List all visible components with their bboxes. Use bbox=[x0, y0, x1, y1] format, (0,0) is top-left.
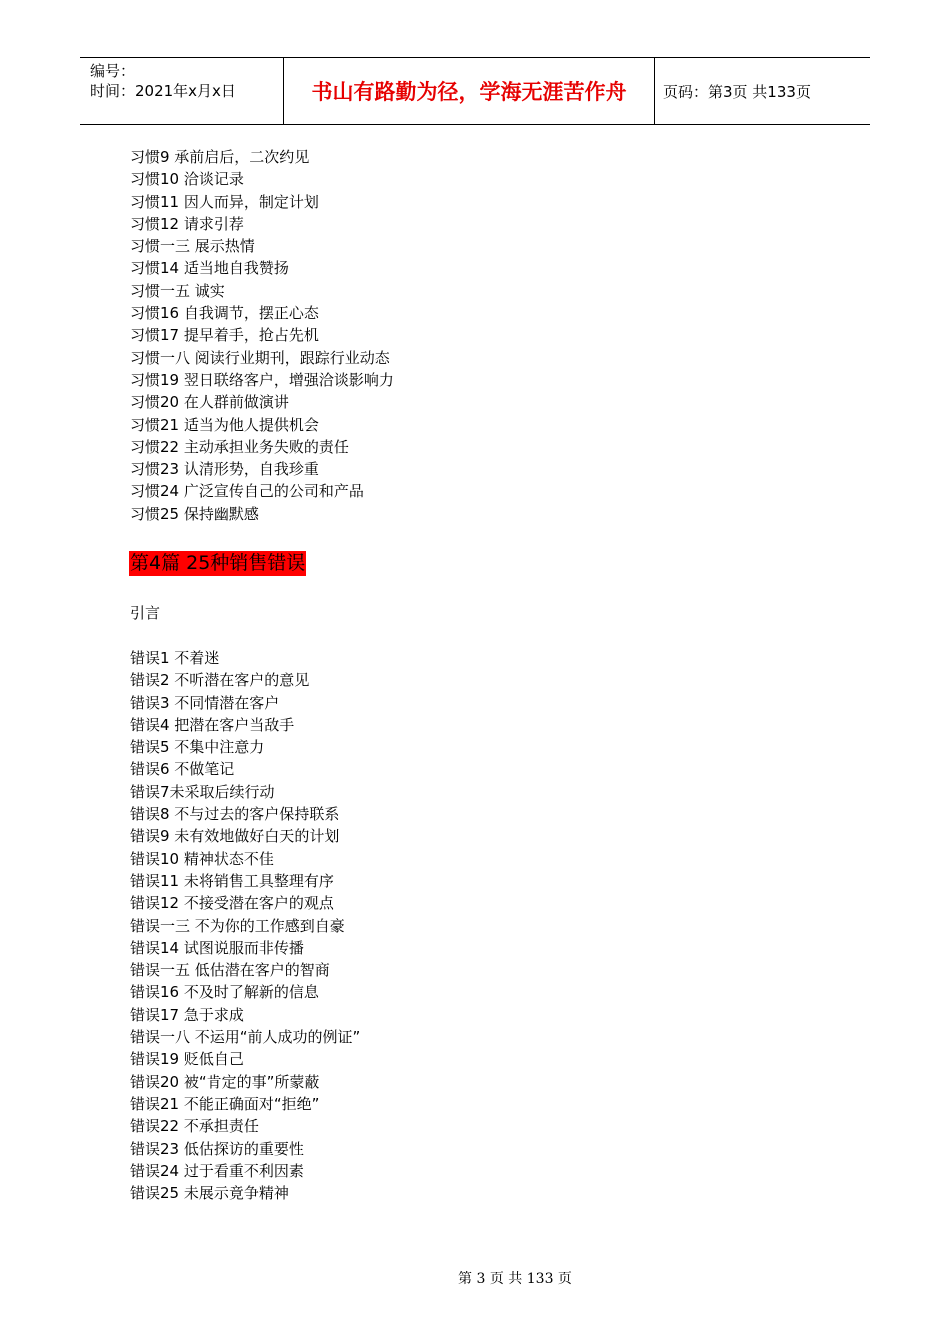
mistake-item: 错误14 试图说服而非传播 bbox=[130, 938, 304, 957]
mistake-item: 错误一三 不为你的工作感到自豪 bbox=[130, 916, 345, 935]
mistake-item: 错误16 不及时了解新的信息 bbox=[130, 983, 319, 1002]
habit-item: 习惯一八 阅读行业期刊，跟踪行业动态 bbox=[130, 348, 390, 367]
habit-item: 习惯23 认清形势，自我珍重 bbox=[130, 460, 319, 479]
section-title: 第4篇 25种销售错误 bbox=[130, 552, 306, 574]
header-meta bbox=[80, 58, 283, 124]
habit-item: 习惯17 提早着手，抢占先机 bbox=[130, 326, 319, 345]
page-info: 页码：第3页 共133页 bbox=[663, 82, 811, 101]
mistake-item: 错误1 不着迷 bbox=[130, 649, 220, 667]
habit-item: 习惯22 主动承担业务失败的责任 bbox=[130, 437, 349, 456]
habit-item: 习惯19 翌日联络客户，增强洽谈影响力 bbox=[130, 370, 394, 389]
mistake-item: 错误20 被“肯定的事”所蒙蔽 bbox=[130, 1072, 320, 1091]
mistake-item: 错误19 贬低自己 bbox=[130, 1050, 244, 1069]
mistake-item: 错误11 未将销售工具整理有序 bbox=[130, 871, 334, 890]
habit-item: 习惯20 在人群前做演讲 bbox=[130, 393, 289, 412]
page-footer: 第 3 页 共 133 页 bbox=[458, 1271, 572, 1287]
mistake-item: 错误22 不承担责任 bbox=[130, 1117, 259, 1136]
motto: 书山有路勤为径，学海无涯苦作舟 bbox=[311, 79, 627, 104]
mistake-item: 错误9 未有效地做好白天的计划 bbox=[130, 827, 340, 846]
mistake-item: 错误6 不做笔记 bbox=[130, 760, 235, 779]
mistake-item: 错误23 低估探访的重要性 bbox=[130, 1139, 304, 1158]
mistake-item: 错误一八 不运用“前人成功的例证” bbox=[130, 1028, 361, 1047]
habit-item: 习惯11 因人而异，制定计划 bbox=[130, 192, 319, 211]
mistake-item: 错误24 过于看重不利因素 bbox=[130, 1161, 304, 1180]
date-label: 时间：2021年x月x日 bbox=[90, 82, 236, 100]
mistake-item: 错误一五 低估潜在客户的智商 bbox=[130, 961, 330, 980]
mistake-item: 错误8 不与过去的客户保持联系 bbox=[130, 805, 340, 824]
mistake-item: 错误10 精神状态不佳 bbox=[130, 849, 274, 868]
page-header bbox=[80, 57, 870, 125]
mistake-item: 错误5 不集中注意力 bbox=[130, 738, 265, 757]
habit-item: 习惯25 保持幽默感 bbox=[130, 504, 259, 523]
header-page-info bbox=[655, 58, 870, 124]
mistake-list bbox=[130, 647, 360, 1204]
mistake-item: 错误17 急于求成 bbox=[130, 1005, 244, 1024]
mistake-item: 错误25 未展示竟争精神 bbox=[130, 1184, 289, 1203]
habit-item: 习惯16 自我调节，摆正心态 bbox=[130, 304, 319, 323]
habit-item: 习惯10 洽谈记录 bbox=[130, 170, 244, 189]
habit-item: 习惯一三 展示热情 bbox=[130, 237, 255, 256]
intro-heading: 引言 bbox=[130, 604, 161, 622]
mistake-item: 错误4 把潜在客户当敌手 bbox=[130, 715, 295, 734]
habit-item: 习惯21 适当为他人提供机会 bbox=[130, 415, 319, 434]
header-motto-cell bbox=[283, 58, 655, 124]
habit-list bbox=[130, 146, 394, 525]
habit-item: 习惯12 请求引荐 bbox=[130, 214, 244, 233]
habit-item: 习惯14 适当地自我赞扬 bbox=[130, 259, 289, 278]
mistake-item: 错误7未采取后续行动 bbox=[130, 782, 275, 801]
mistake-item: 错误2 不听潜在客户的意见 bbox=[130, 671, 310, 690]
habit-item: 习惯24 广泛宣传自己的公司和产品 bbox=[130, 482, 364, 501]
mistake-item: 错误12 不接受潜在客户的观点 bbox=[130, 894, 334, 913]
mistake-item: 错误21 不能正确面对“拒绝” bbox=[130, 1094, 320, 1113]
habit-item: 习惯一五 诚实 bbox=[130, 281, 225, 300]
mistake-item: 错误3 不同情潜在客户 bbox=[130, 693, 280, 712]
number-label: 编号： bbox=[90, 62, 136, 80]
habit-item: 习惯9 承前启后，二次约见 bbox=[130, 148, 310, 166]
